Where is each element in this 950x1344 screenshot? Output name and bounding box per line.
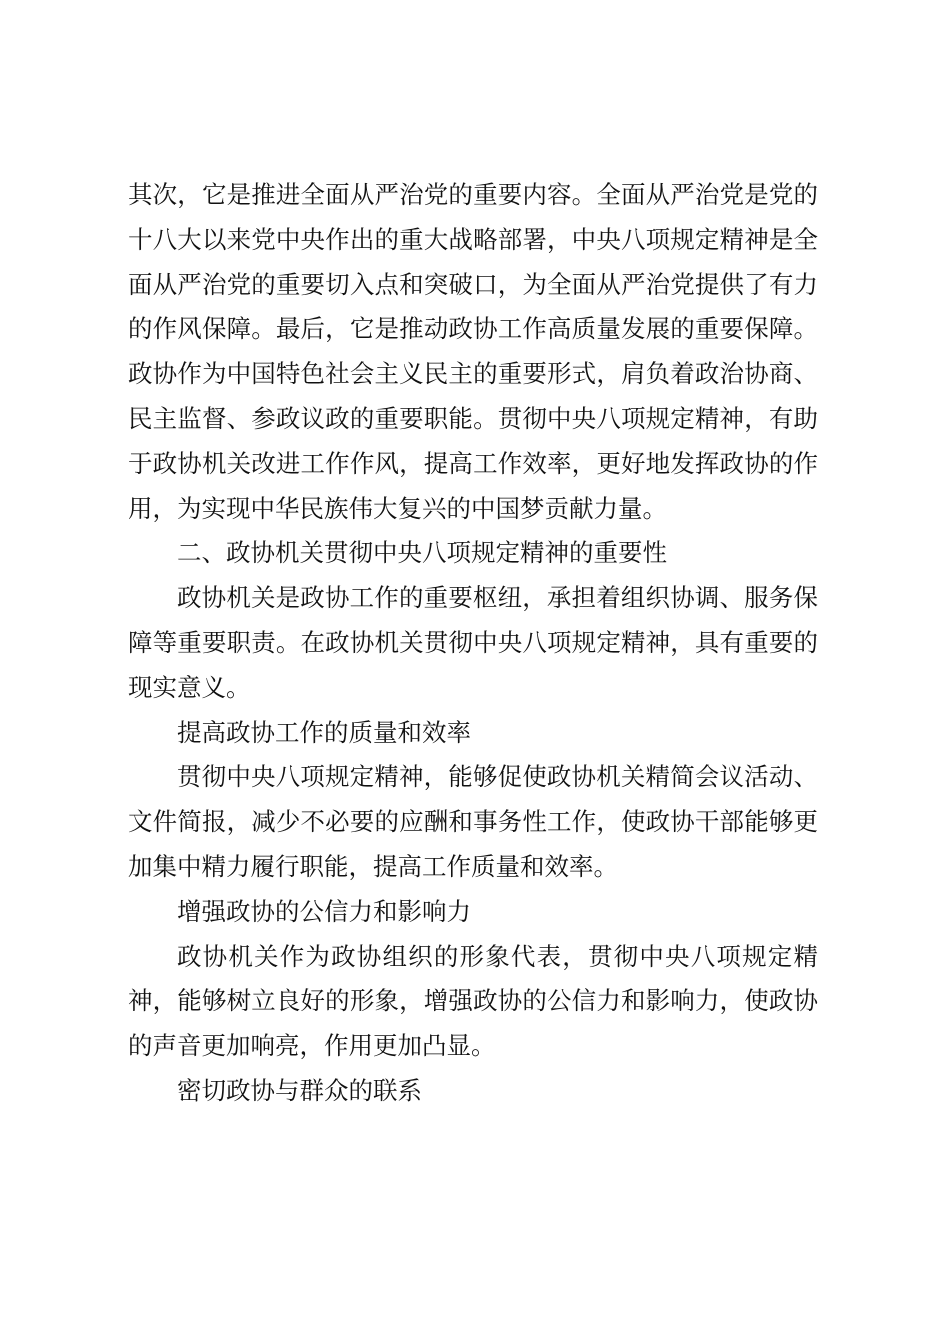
paragraph: 政协机关是政协工作的重要枢纽，承担着组织协调、服务保障等重要职责。在政协机关贯彻中央八项规定精神，具有重要的现实意义。 [128, 583, 818, 702]
paragraph: 贯彻中央八项规定精神，能够促使政协机关精简会议活动、文件简报，减少不必要的应酬和事务性工作，使政协干部能够更加集中精力履行职能，提高工作质量和效率。 [128, 762, 818, 881]
paragraph-continued: 其次，它是推进全面从严治党的重要内容。全面从严治党是党的十八大以来党中央作出的重大战略部署，中央八项规定精神是全面从严治党的重要切入点和突破口，为全面从严治党提供了有力的作风保障。最后，它是推动政协工作高质量发展的重要保障。政协作为中国特色社会主义民主的重要形式，肩负着政治协商、民主监督、参政议政的重要职能。贯彻中央八项规定精神，有助于政协机关改进工作作风，提高工作效率，更好地发挥政协的作用，为实现中华民族伟大复兴的中国梦贡献力量。 [128, 180, 818, 523]
document-body [128, 173, 818, 1114]
subheading: 增强政协的公信力和影响力 [177, 896, 471, 926]
section-heading: 二、政协机关贯彻中央八项规定精神的重要性 [177, 538, 667, 568]
subheading: 提高政协工作的质量和效率 [177, 717, 471, 747]
paragraph: 政协机关作为政协组织的形象代表，贯彻中央八项规定精神，能够树立良好的形象，增强政协的公信力和影响力，使政协的声音更加响亮，作用更加凸显。 [128, 941, 818, 1061]
subheading: 密切政协与群众的联系 [177, 1075, 422, 1105]
